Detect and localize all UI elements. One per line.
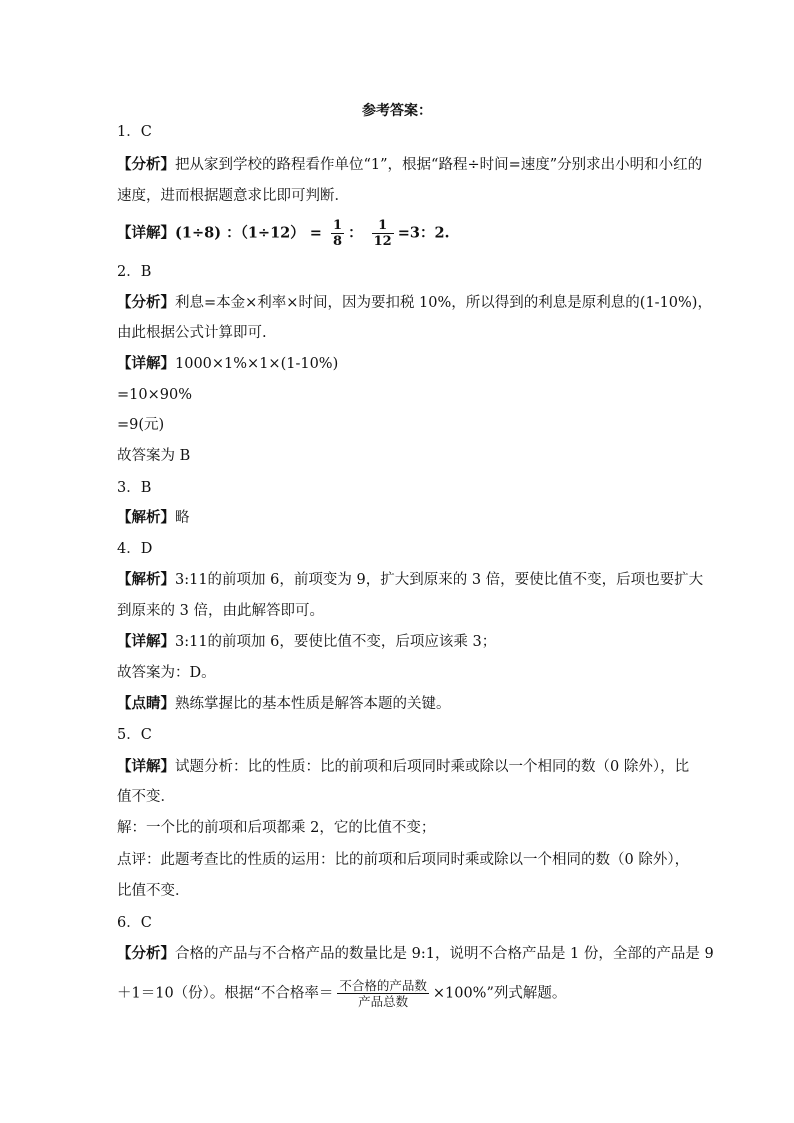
q2-analysis-text-1: 利息=本金×利率×时间，因为要扣税 10%，所以得到的利息是原利息的(1-10%)， [175,295,712,311]
q1-fraction-1 [331,218,344,249]
q1-number: 1．C [117,124,152,140]
q4-detail-tag: 【详解】 [117,633,175,650]
q6-analysis-pre: ＋1＝10（份）。根据“不合格率＝ [117,985,334,1002]
q2-detail-text-1: 1000×1%×1×(1-10%) [175,356,339,372]
q1-analysis-tag: 【分析】 [117,156,175,173]
q2-detail-line-3: =9(元) [117,417,165,433]
q2-analysis-line-2: 由此根据公式计算即可. [117,325,267,341]
q4-analysis-line-2: 到原来的 3 倍，由此解答即可。 [117,603,324,619]
q1-fraction-2 [372,218,394,249]
q5-detail-line-2: 值不变． [117,789,175,805]
q6-frac-numerator: 不合格的产品数 [339,978,427,993]
q3-number: 3．B [117,480,152,496]
q1-analysis-text-1: 把从家到学校的路程看作单位“1”，根据“路程÷时间=速度”分别求出小明和小红的 [175,157,703,173]
q2-detail-tag: 【详解】 [117,355,175,372]
q6-number: 6．C [117,915,152,931]
q1-frac2-denominator: 12 [373,234,392,249]
q6-analysis-line-2 [117,978,677,1009]
q4-point-tag: 【点睛】 [117,695,175,712]
q6-analysis-tag: 【分析】 [117,945,175,962]
q5-solve: 解：一个比的前项和后项都乘 2，它的比值不变； [117,820,436,836]
q1-frac2-numerator: 1 [372,218,394,234]
q1-analysis-line-2: 速度，进而根据题意求比即可判断． [117,188,349,204]
q5-comment-line-2: 比值不变． [117,883,190,899]
q6-fraction [337,978,429,1009]
q4-detail-line [117,632,677,652]
q4-point-line [117,694,677,714]
q6-frac-denominator: 产品总数 [358,994,409,1009]
q4-detail-text-1: 3:11的前项加 6，要使比值不变，后项应该乘 3； [175,634,497,650]
q1-analysis-line-1 [117,155,703,175]
q2-answer: 故答案为 B [117,448,191,464]
q4-point-text: 熟练掌握比的基本性质是解答本题的关键。 [175,696,451,712]
q2-detail-line-1 [117,354,677,374]
q4-analysis-line-1 [117,570,704,590]
q1-detail-pre: (1÷8) ：（1÷12） = [175,224,322,242]
q4-analysis-text-1: 3:11的前项加 6，前项变为 9，扩大到原来的 3 倍，要使比值不变，后项也要扩大 [175,572,704,588]
q1-frac1-denominator: 8 [333,234,343,249]
q6-analysis-text-1: 合格的产品与不合格产品的数量比是 9:1，说明不合格产品是 1 份，全部的产品是 9 [175,946,714,962]
q1-detail-colon: ： [348,224,363,242]
q5-detail-text-1: 试题分析：比的性质：比的前项和后项同时乘或除以一个相同的数（0 除外），比 [175,759,690,775]
q1-detail-post: =3：2. [397,224,450,242]
q5-detail-line-1 [117,757,690,777]
q3-tag: 【解析】 [117,509,175,526]
q2-detail-line-2: =10×90% [117,387,192,403]
q1-frac1-numerator: 1 [333,218,343,233]
q4-answer: 故答案为：D。 [117,665,216,681]
q5-comment-line-1: 点评：此题考查比的性质的运用：比的前项和后项同时乘或除以一个相同的数（0 除外）， [117,852,690,868]
q4-number: 4．D [117,541,153,557]
q6-analysis-line-1 [117,944,714,964]
q3-text: 略 [175,510,190,526]
q5-detail-tag: 【详解】 [117,758,175,775]
q2-analysis-line-1 [117,293,712,313]
page-title: 参考答案： [362,103,432,119]
q2-number: 2．B [117,264,152,280]
q2-analysis-tag: 【分析】 [117,294,175,311]
q6-analysis-post: ×100%”列式解题。 [432,985,567,1002]
q1-detail-line [117,218,677,249]
q4-analysis-tag: 【解析】 [117,571,175,588]
q3-analysis-line [117,508,677,528]
q5-number: 5．C [117,727,152,743]
q1-detail-tag: 【详解】 [117,224,175,242]
